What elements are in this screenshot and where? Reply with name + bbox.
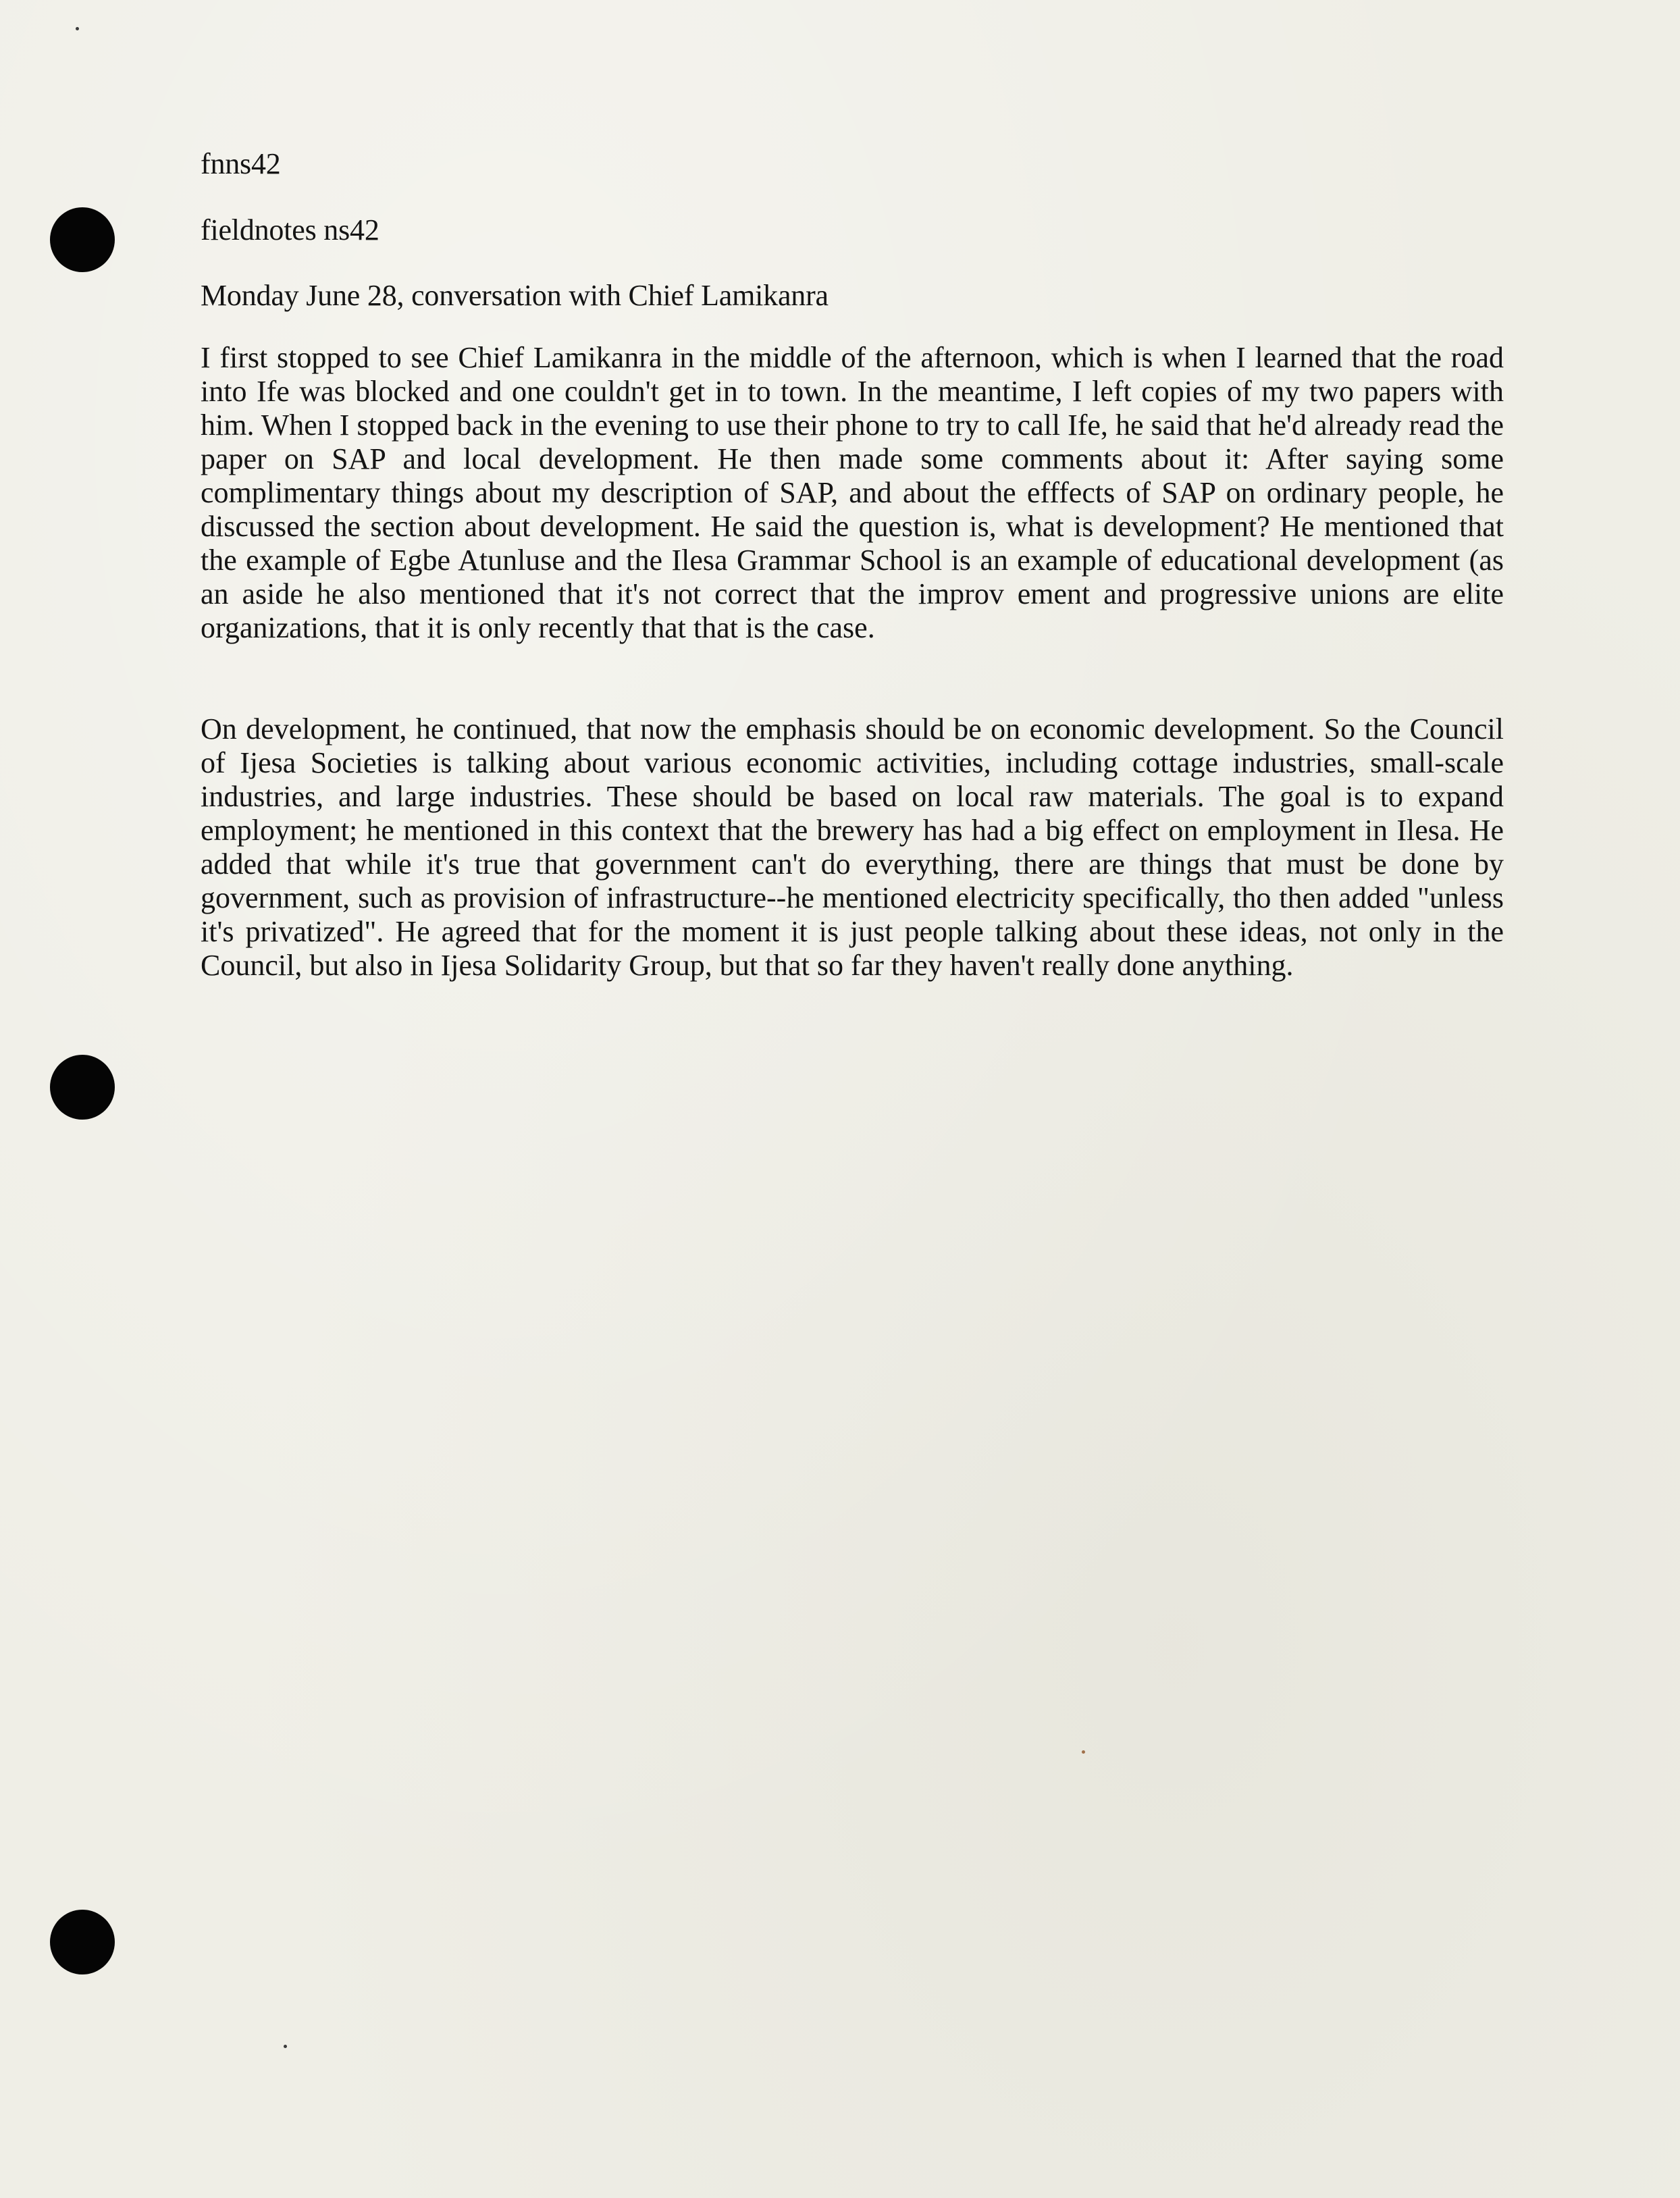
- entry-heading: Monday June 28, conversation with Chief Lamikanra: [201, 279, 829, 312]
- document-id: fnns42: [201, 147, 281, 180]
- binder-punch-hole: [50, 207, 115, 272]
- paper-speck: [284, 2045, 287, 2048]
- body-paragraph: I first stopped to see Chief Lamikanra in the middle of the afternoon, which is when I learned that the road into Ife was blocked and one couldn't get in to town. In the meantime, I left copies of my two papers with him. When I stopped back in the evening to use their phone to try to call Ife, he said that he'd already read the paper on SAP and local development. He then made some comments about it: After saying some complimentary things about my description of SAP, and about the efffects of SAP on ordinary people, he discussed the section about development. He said the question is, what is development? He mentioned that the example of Egbe Atunluse and the Ilesa Grammar School is an example of educational development (as an aside he also mentioned that it's not correct that the improv ement and progressive unions are elite organizations, that it is only recently that that is the case.: [201, 341, 1504, 644]
- body-paragraph: On development, he continued, that now the emphasis should be on economic development. So the Council of Ijesa Societies is talking about various economic activities, including cottage industries, small-scale industries, and large industries. These should be based on local raw materials. The goal is to expand employment; he mentioned in this context that the brewery has had a big effect on employment in Ilesa. He added that while it's true that government can't do everything, there are things that must be done by government, such as provision of infrastructure--he mentioned electricity specifically, tho then added "unless it's privatized". He agreed that for the moment it is just people talking about these ideas, not only in the Council, but also in Ijesa Solidarity Group, but that so far they haven't really done anything.: [201, 712, 1504, 982]
- paper-speck: [76, 27, 79, 30]
- paper-speck: [1082, 1750, 1085, 1754]
- binder-punch-hole: [50, 1910, 115, 1974]
- binder-punch-hole: [50, 1055, 115, 1120]
- document-title: fieldnotes ns42: [201, 213, 379, 246]
